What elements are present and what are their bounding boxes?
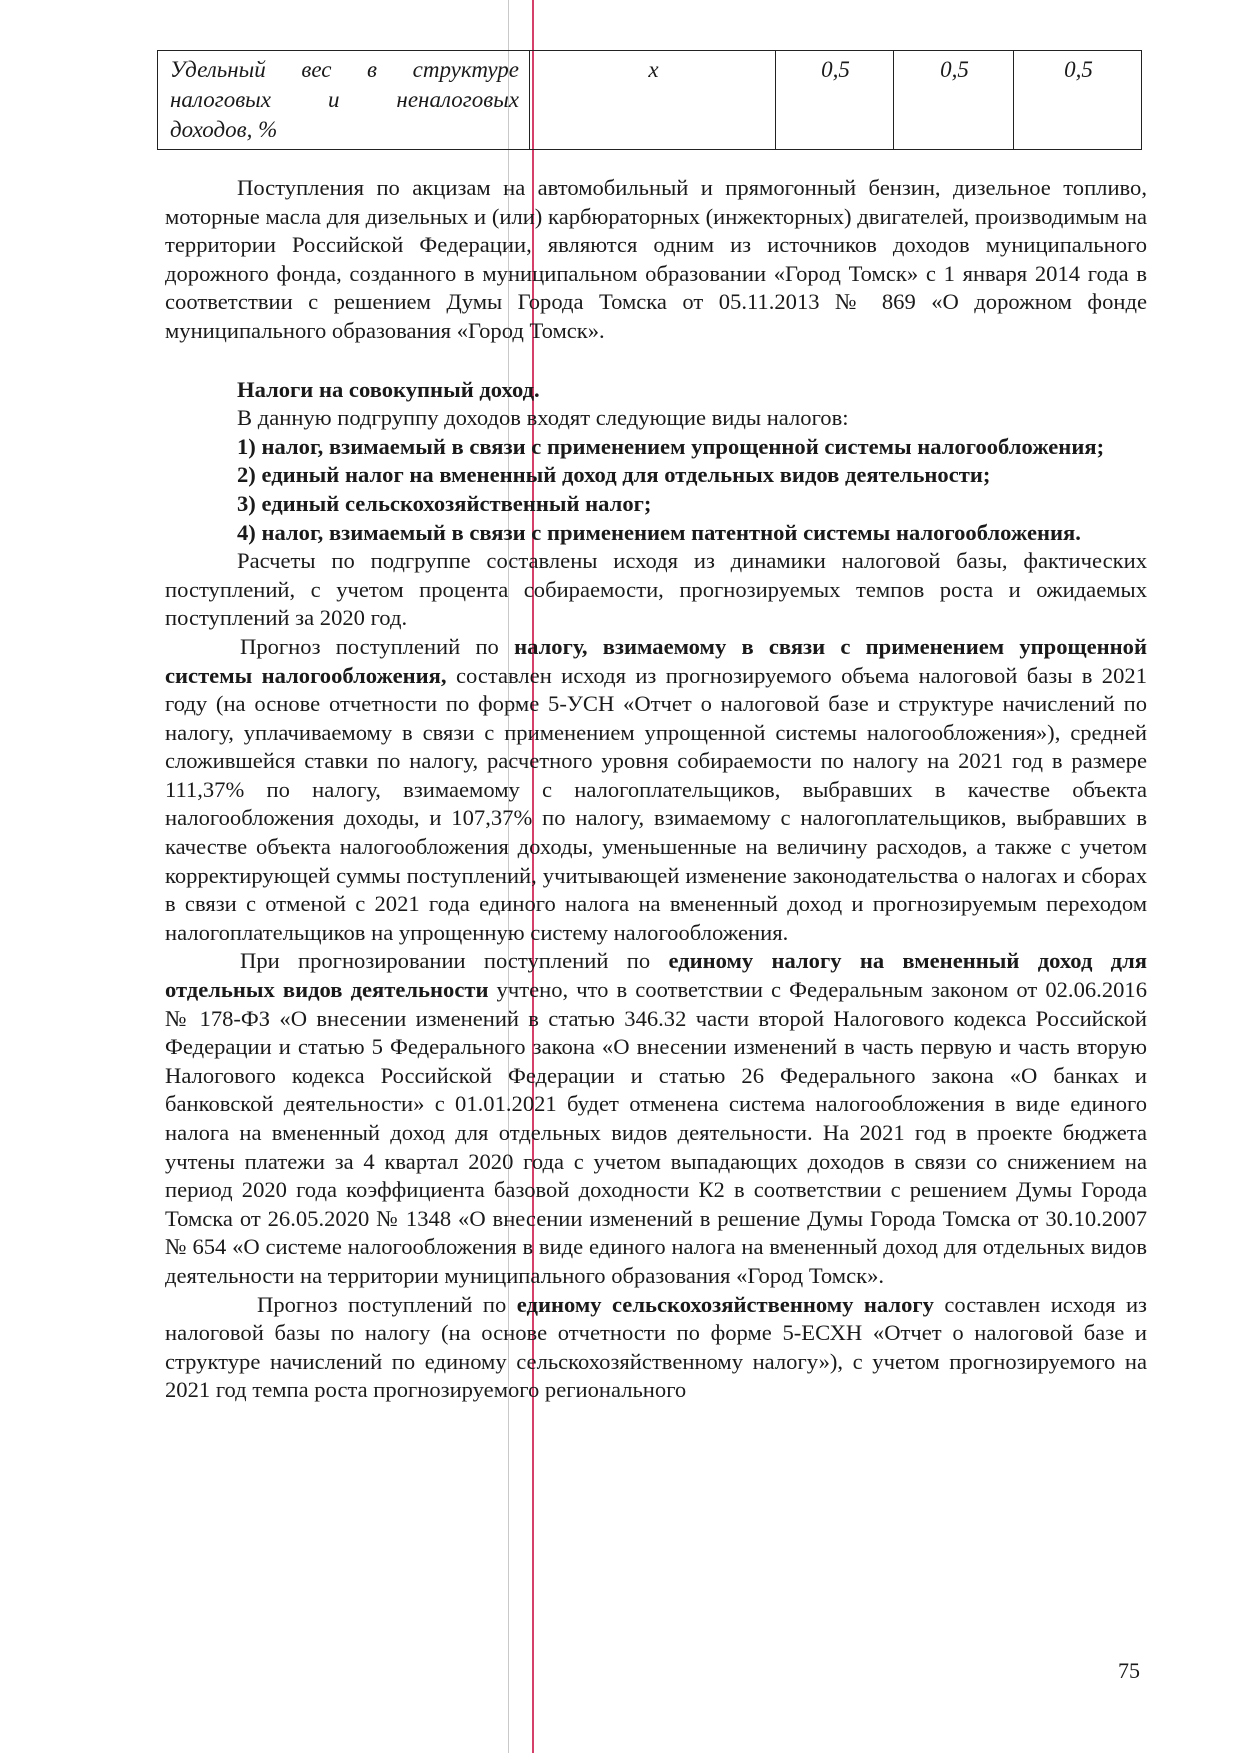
section-heading: Налоги на совокупный доход. — [237, 376, 540, 402]
table-cell-value: 0,5 — [1014, 51, 1142, 150]
table-cell-value: 0,5 — [894, 51, 1014, 150]
eshn-pre: Прогноз поступлений по — [257, 1291, 517, 1317]
paragraph-envd — [165, 947, 1147, 1290]
eshn-post: составлен исходя из налоговой базы по налогу (на основе отчетности по форме 5-ЕСХН «Отчет о налоговой базе и структуре начислений по единому сельскохозяйственному налогу»), с учетом прогнозируемого на 2021 год темпа роста прогнозируемого регионального — [165, 1291, 1147, 1403]
envd-pre: При прогнозировании поступлений по — [240, 948, 669, 974]
usn-pre: Прогноз поступлений по — [240, 633, 515, 659]
table-cell-label — [158, 51, 530, 150]
table-fragment — [157, 50, 1142, 150]
envd-bold: единому налогу на вмененный доход для отдельных видов деятельности — [165, 948, 1148, 1003]
label-line-2: налоговых и неналоговых — [170, 87, 519, 112]
page-number: 75 — [1118, 1658, 1140, 1683]
usn-post: составлен исходя из прогнозируемого объема налоговой базы в 2021 году (на основе отчетности по форме 5-УСН «Отчет о налоговой базе и структуре начислений по налогу, уплачиваемому в связи с применением упрощенной системы налогообложения»), средней сложившейся ставки по налогу, расчетного уровня собираемости по налогу на 2021 год в размере 111,37% по налогу, взимаемому с налогоплательщиков, выбравших в качестве объекта налогообложения доходы, и 107,37% по налогу, взимаемому с налогоплательщиков, выбравших в качестве объекта налогообложения доходы, уменьшенные на величину расходов, а также с учетом корректирующей суммы поступлений, учитывающей изменение законодательства о налогах и сборах в связи с отменой с 2021 года единого налога на вмененный доход и прогнозируемым переходом налогоплательщиков на упрощенную систему налогообложения. — [165, 662, 1147, 945]
list-item: 1) налог, взимаемый в связи с применением упрощенной системы налогообложения; — [237, 433, 1105, 459]
paragraph-eshn — [165, 1291, 1147, 1405]
list-item: 4) налог, взимаемый в связи с применением патентной системы налогообложения. — [237, 519, 1081, 545]
label-line-3: доходов, % — [170, 117, 278, 142]
list-item: 3) единый сельскохозяйственный налог; — [237, 490, 652, 516]
table-cell-value: 0,5 — [776, 51, 894, 150]
table-row — [158, 51, 1142, 150]
paragraph-excises: Поступления по акцизам на автомобильный и прямогонный бензин, дизельное топливо, моторные масла для дизельных и (или) карбюраторных (инжекторных) двигателей, производимым на территории Российской Федерации, являются одним из источников доходов муниципального дорожного фонда, созданного в муниципальном образовании «Город Томск» с 1 января 2014 года в соответствии с решением Думы Города Томска от 05.11.2013 № 869 «О дорожном фонде муниципального образования «Город Томск». — [165, 175, 1147, 343]
usn-bold: налогу, взимаемому в связи с применением упрощенной системы налогообложения, — [165, 633, 1147, 688]
paragraph-intro: В данную подгруппу доходов входят следующие виды налогов: — [237, 405, 849, 431]
eshn-bold: единому сельскохозяйственному налогу — [516, 1291, 934, 1317]
list-item: 2) единый налог на вмененный доход для отдельных видов деятельности; — [237, 462, 991, 488]
table-cell-x: х — [530, 51, 776, 150]
paragraph-usn — [165, 633, 1147, 948]
label-line-1: Удельный вес в структуре — [170, 57, 519, 82]
body-text — [165, 174, 1147, 1405]
paragraph-calc: Расчеты по подгруппе составлены исходя из динамики налоговой базы, фактических поступлений, с учетом процента собираемости, прогнозируемых темпов роста и ожидаемых поступлений за 2020 год. — [165, 548, 1147, 631]
envd-post: учтено, что в соответствии с Федеральным законом от 02.06.2016 № 178-ФЗ «О внесении изменений в статью 346.32 части второй Налогового кодекса Российской Федерации и статью 5 Федерального закона «О внесении изменений в часть первую и часть вторую Налогового кодекса Российской Федерации и статью 26 Федерального закона «О банках и банковской деятельности» с 01.01.2021 будет отменена система налогообложения в виде единого налога на вмененный доход для отдельных видов деятельности. На 2021 год в проекте бюджета учтены платежи за 4 квартал 2020 года с учетом выпадающих доходов в связи со снижением на период 2020 года коэффициента базовой доходности К2 в соответствии с решением Думы Города Томска от 26.05.2020 № 1348 «О внесении изменений в решение Думы Города Томска от 30.10.2007 № 654 «О системе налогообложения в виде единого налога на вмененный доход для отдельных видов деятельности на территории муниципального образования «Город Томск». — [165, 977, 1148, 1288]
